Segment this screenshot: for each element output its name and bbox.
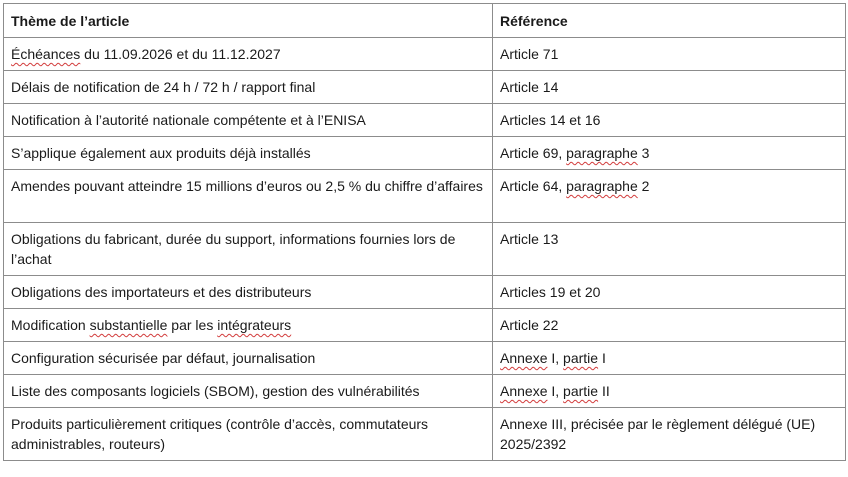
- table-row: [4, 104, 846, 137]
- spellcheck-word: paragraphe: [566, 145, 638, 161]
- cell-text: 3: [637, 145, 650, 161]
- reference-cell: [493, 137, 846, 170]
- cell-text: Liste des composants logiciels (SBOM), gestion des vulnérabilités: [11, 383, 420, 399]
- theme-cell: [4, 170, 493, 223]
- reference-cell: [493, 170, 846, 223]
- reference-cell: [493, 375, 846, 408]
- spellcheck-word: paragraphe: [566, 178, 638, 194]
- theme-cell: [4, 342, 493, 375]
- cell-text: Article 22: [500, 317, 559, 333]
- cell-text: Modification: [11, 317, 90, 333]
- table-row: [4, 71, 846, 104]
- cell-text: Article 14: [500, 79, 559, 95]
- table-row: [4, 38, 846, 71]
- reference-table: [3, 3, 846, 461]
- table-header: [4, 4, 846, 38]
- cell-text: 2: [637, 178, 650, 194]
- reference-cell: [493, 223, 846, 276]
- spellcheck-word: Annexe: [500, 350, 548, 366]
- reference-cell: [493, 408, 846, 461]
- theme-cell: [4, 104, 493, 137]
- theme-cell: [4, 408, 493, 461]
- spellcheck-word: Annexe: [500, 383, 548, 399]
- reference-cell: [493, 71, 846, 104]
- table-row: [4, 408, 846, 461]
- cell-text: Délais de notification de 24 h / 72 h / rapport final: [11, 79, 316, 95]
- cell-text: II: [598, 383, 610, 399]
- cell-text: Obligations des importateurs et des distributeurs: [11, 284, 312, 300]
- reference-cell: [493, 309, 846, 342]
- spellcheck-word: intégrateurs: [217, 317, 292, 333]
- reference-cell: [493, 276, 846, 309]
- cell-text: I,: [547, 350, 564, 366]
- cell-text: Produits particulièrement critiques (contrôle d’accès, commutateurs administrables, routeurs): [11, 416, 429, 452]
- spellcheck-word: partie: [563, 350, 599, 366]
- table-row: [4, 375, 846, 408]
- table-row: [4, 309, 846, 342]
- cell-text: Articles 14 et 16: [500, 112, 601, 128]
- cell-text: Article 64,: [500, 178, 567, 194]
- cell-text: Amendes pouvant atteindre 15 millions d’euros ou 2,5 % du chiffre d’affaires: [11, 178, 483, 194]
- cell-text: Configuration sécurisée par défaut, journalisation: [11, 350, 316, 366]
- cell-text: Article 71: [500, 46, 559, 62]
- cell-text: du 11.09.2026 et du 11.12.2027: [80, 46, 281, 62]
- cell-text: Article 13: [500, 231, 559, 247]
- spellcheck-word: partie: [563, 383, 599, 399]
- theme-cell: [4, 309, 493, 342]
- cell-text: Articles 19 et 20: [500, 284, 601, 300]
- cell-text: I,: [547, 383, 564, 399]
- theme-cell: [4, 38, 493, 71]
- header-theme: Thème de l’article: [4, 4, 493, 38]
- theme-cell: [4, 276, 493, 309]
- table-row: [4, 342, 846, 375]
- cell-text: Notification à l’autorité nationale compétente et à l’ENISA: [11, 112, 366, 128]
- spellcheck-word: substantielle: [89, 317, 168, 333]
- table-row: [4, 137, 846, 170]
- table-row: [4, 223, 846, 276]
- cell-text: Obligations du fabricant, durée du support, informations fournies lors de l’achat: [11, 231, 456, 267]
- spellcheck-word: Échéances: [11, 46, 81, 62]
- table-row: [4, 170, 846, 223]
- reference-cell: [493, 104, 846, 137]
- table-body: [4, 38, 846, 461]
- reference-cell: [493, 342, 846, 375]
- theme-cell: [4, 223, 493, 276]
- reference-cell: [493, 38, 846, 71]
- theme-cell: [4, 137, 493, 170]
- theme-cell: [4, 71, 493, 104]
- cell-text: par les: [167, 317, 218, 333]
- cell-text: S’applique également aux produits déjà installés: [11, 145, 311, 161]
- cell-text: I: [598, 350, 606, 366]
- theme-cell: [4, 375, 493, 408]
- table-row: [4, 276, 846, 309]
- header-row: [4, 4, 846, 38]
- header-reference: Référence: [493, 4, 846, 38]
- cell-text: Annexe III, précisée par le règlement délégué (UE) 2025/2392: [500, 416, 816, 452]
- cell-text: Article 69,: [500, 145, 567, 161]
